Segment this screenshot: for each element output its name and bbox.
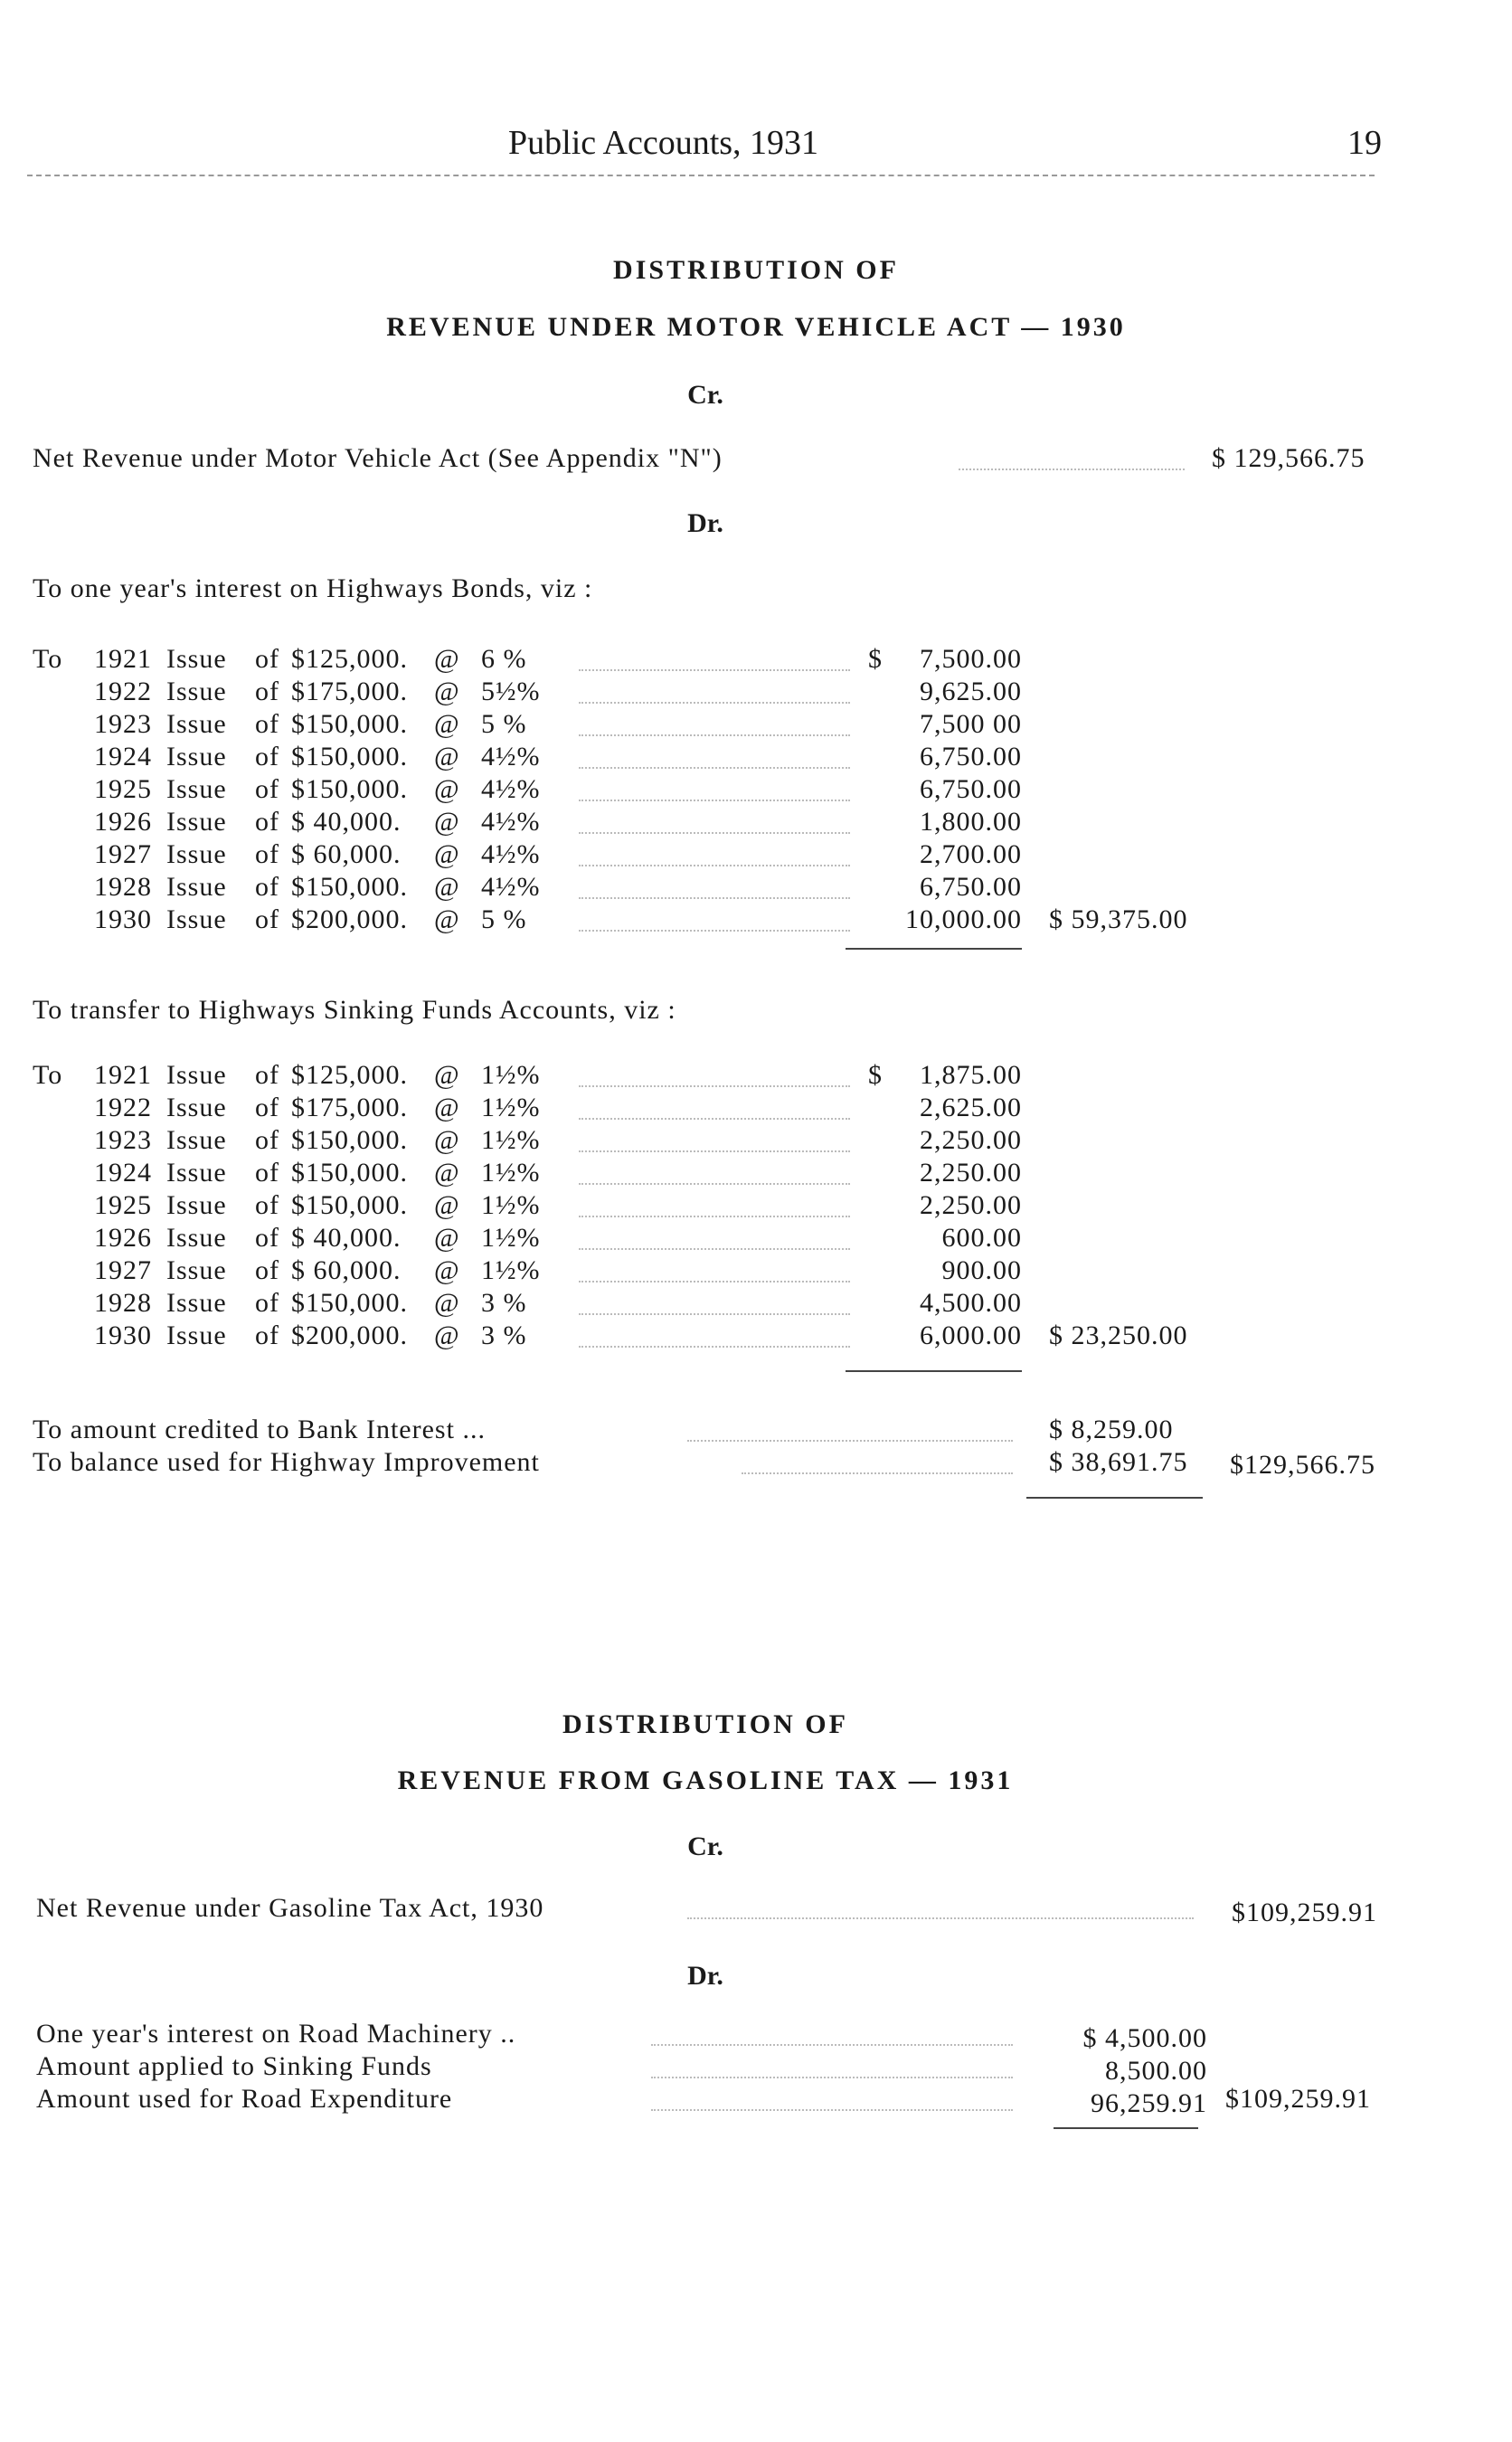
section1-cr-text: Net Revenue under Motor Vehicle Act (See Appendix "N") (33, 443, 723, 473)
bank-interest-amount: $ 8,259.00 (1049, 1415, 1174, 1444)
table-row-amount: $150,000. (291, 1158, 408, 1188)
balance-amount: $ 38,691.75 (1049, 1447, 1188, 1477)
leader-dots (579, 832, 850, 834)
table-row-of: of (255, 644, 279, 674)
section2-title-line2: REVENUE FROM GASOLINE TAX — 1931 (397, 1765, 1014, 1795)
table-row-rate: 6 % (481, 644, 527, 674)
table-row-issue: Issue (166, 839, 227, 869)
table-row-year: 1930 (94, 904, 152, 934)
section1-cr-amount: $ 129,566.75 (1212, 443, 1366, 473)
table-row-at: @ (434, 742, 460, 771)
table-row-rate: 5½% (481, 677, 541, 706)
table-row-issue: Issue (166, 904, 227, 934)
leader-dots (687, 1440, 1013, 1442)
section2-dr-label: Dr. (687, 1961, 723, 1991)
section2-title-line1: DISTRIBUTION OF (562, 1709, 848, 1739)
table-row-of: of (255, 1223, 279, 1253)
leader-dots (579, 1346, 850, 1348)
table-row-year: 1927 (94, 839, 152, 869)
table-row-amount: $200,000. (291, 904, 408, 934)
table-row-at: @ (434, 1288, 460, 1318)
section1-grand-total: $129,566.75 (1230, 1450, 1375, 1480)
table-row-rate: 4½% (481, 807, 541, 837)
leader-dots (742, 1472, 1013, 1474)
table-row-year: 1923 (94, 1125, 152, 1155)
balance-sum-rule (1026, 1497, 1203, 1499)
table-row-amount: $200,000. (291, 1320, 408, 1350)
sinking_rows-first-dollar: $ (868, 1060, 883, 1090)
table-row-year: 1922 (94, 677, 152, 706)
gasoline-row-label: One year's interest on Road Machinery .. (36, 2019, 516, 2049)
table-row-issue: Issue (166, 1288, 227, 1318)
table-row-at: @ (434, 1190, 460, 1220)
page-number: 19 (1347, 124, 1382, 162)
leader-dots (651, 2109, 1013, 2111)
table-row-of: of (255, 677, 279, 706)
table-row-at: @ (434, 1125, 460, 1155)
leader-dots (579, 1313, 850, 1315)
section1-title-line2: REVENUE UNDER MOTOR VEHICLE ACT — 1930 (386, 312, 1126, 342)
sinking-sum-rule (846, 1370, 1022, 1372)
table-row-value: 4,500.00 (920, 1288, 1022, 1318)
table-row-value: 2,625.00 (920, 1093, 1022, 1122)
header-rule (27, 175, 1375, 176)
table-row-value: 1,800.00 (920, 807, 1022, 837)
leader-dots (651, 2044, 1013, 2046)
table-row-value: 2,700.00 (920, 839, 1022, 869)
table-row-rate: 4½% (481, 839, 541, 869)
table-row-value: 6,750.00 (920, 774, 1022, 804)
table-row-at: @ (434, 904, 460, 934)
table-row-rate: 4½% (481, 872, 541, 902)
table-row-year: 1927 (94, 1255, 152, 1285)
table-row-rate: 1½% (481, 1223, 541, 1253)
table-row-year: 1921 (94, 1060, 152, 1090)
table-row-issue: Issue (166, 742, 227, 771)
section1-title-line1: DISTRIBUTION OF (613, 255, 899, 285)
table-row-value: 2,250.00 (920, 1125, 1022, 1155)
table-row-rate: 3 % (481, 1288, 527, 1318)
interest_rows-prefix: To (33, 644, 63, 674)
table-row-rate: 3 % (481, 1320, 527, 1350)
table-row-of: of (255, 839, 279, 869)
table-row-amount: $ 40,000. (291, 1223, 402, 1253)
table-row-of: of (255, 1093, 279, 1122)
table-row-issue: Issue (166, 872, 227, 902)
table-row-rate: 1½% (481, 1125, 541, 1155)
table-row-at: @ (434, 774, 460, 804)
interest-sum-rule (846, 948, 1022, 950)
table-row-rate: 4½% (481, 742, 541, 771)
table-row-at: @ (434, 677, 460, 706)
table-row-value: 2,250.00 (920, 1190, 1022, 1220)
page-header-title: Public Accounts, 1931 (508, 124, 819, 162)
table-row-issue: Issue (166, 677, 227, 706)
leader-dots (579, 800, 850, 801)
table-row-amount: $150,000. (291, 1288, 408, 1318)
leader-dots (579, 669, 850, 671)
table-row-at: @ (434, 807, 460, 837)
leader-dots (579, 930, 850, 932)
interest-total: $ 59,375.00 (1049, 904, 1188, 934)
table-row-at: @ (434, 1060, 460, 1090)
table-row-amount: $ 60,000. (291, 1255, 402, 1285)
leader-dots (579, 1085, 850, 1087)
table-row-value: 900.00 (941, 1255, 1022, 1285)
table-row-year: 1930 (94, 1320, 152, 1350)
leader-dots (579, 767, 850, 769)
section2-cr-amount: $109,259.91 (1232, 1898, 1377, 1927)
table-row-year: 1922 (94, 1093, 152, 1122)
table-row-of: of (255, 1060, 279, 1090)
table-row-year: 1925 (94, 1190, 152, 1220)
table-row-year: 1924 (94, 1158, 152, 1188)
table-row-amount: $ 60,000. (291, 839, 402, 869)
table-row-amount: $125,000. (291, 644, 408, 674)
table-row-amount: $150,000. (291, 1125, 408, 1155)
table-row-of: of (255, 807, 279, 837)
table-row-of: of (255, 1320, 279, 1350)
table-row-value: 6,750.00 (920, 742, 1022, 771)
gasoline-sum-rule (1054, 2127, 1198, 2129)
table-row-at: @ (434, 872, 460, 902)
table-row-issue: Issue (166, 1255, 227, 1285)
table-row-value: 1,875.00 (920, 1060, 1022, 1090)
table-row-issue: Issue (166, 1320, 227, 1350)
table-row-amount: $150,000. (291, 709, 408, 739)
table-row-amount: $150,000. (291, 742, 408, 771)
leader-dots (579, 702, 850, 704)
section2-cr-text: Net Revenue under Gasoline Tax Act, 1930 (36, 1893, 544, 1923)
table-row-of: of (255, 1255, 279, 1285)
leader-dots (579, 1216, 850, 1217)
table-row-of: of (255, 1125, 279, 1155)
table-row-at: @ (434, 839, 460, 869)
table-row-rate: 1½% (481, 1093, 541, 1122)
leader-dots (579, 1281, 850, 1283)
table-row-rate: 4½% (481, 774, 541, 804)
table-row-value: 9,625.00 (920, 677, 1022, 706)
table-row-amount: $125,000. (291, 1060, 408, 1090)
table-row-value: 6,750.00 (920, 872, 1022, 902)
table-row-year: 1923 (94, 709, 152, 739)
table-row-year: 1925 (94, 774, 152, 804)
table-row-of: of (255, 1288, 279, 1318)
table-row-amount: $150,000. (291, 774, 408, 804)
table-row-rate: 1½% (481, 1158, 541, 1188)
leader-dots (579, 1150, 850, 1152)
gasoline-row-amount: 96,259.91 (1091, 2088, 1207, 2118)
table-row-at: @ (434, 1320, 460, 1350)
leader-dots (579, 897, 850, 899)
table-row-at: @ (434, 644, 460, 674)
gasoline-row-amount: 8,500.00 (1105, 2056, 1207, 2086)
table-row-amount: $150,000. (291, 1190, 408, 1220)
leader-dots (579, 1183, 850, 1185)
table-row-rate: 1½% (481, 1060, 541, 1090)
table-row-at: @ (434, 1158, 460, 1188)
table-row-issue: Issue (166, 1060, 227, 1090)
leader-dots (687, 1917, 1194, 1919)
section2-total: $109,259.91 (1225, 2084, 1371, 2114)
table-row-at: @ (434, 1093, 460, 1122)
table-row-at: @ (434, 1255, 460, 1285)
leader-dots (579, 865, 850, 866)
table-row-year: 1926 (94, 807, 152, 837)
sinking-total: $ 23,250.00 (1049, 1320, 1188, 1350)
table-row-year: 1924 (94, 742, 152, 771)
leader-dots (651, 2077, 1013, 2078)
leader-dots (579, 734, 850, 736)
table-row-amount: $175,000. (291, 1093, 408, 1122)
table-row-at: @ (434, 709, 460, 739)
leader-dots (579, 1118, 850, 1120)
table-row-issue: Issue (166, 1158, 227, 1188)
table-row-value: 2,250.00 (920, 1158, 1022, 1188)
table-row-issue: Issue (166, 807, 227, 837)
interest_rows-first-dollar: $ (868, 644, 883, 674)
table-row-value: 6,000.00 (920, 1320, 1022, 1350)
table-row-of: of (255, 1158, 279, 1188)
table-row-value: 10,000.00 (905, 904, 1022, 934)
sinking-heading: To transfer to Highways Sinking Funds Accounts, viz : (33, 995, 676, 1025)
table-row-issue: Issue (166, 644, 227, 674)
table-row-value: 600.00 (941, 1223, 1022, 1253)
table-row-issue: Issue (166, 1190, 227, 1220)
balance-label: To balance used for Highway Improvement (33, 1447, 540, 1477)
table-row-rate: 5 % (481, 709, 527, 739)
interest-heading: To one year's interest on Highways Bonds, viz : (33, 573, 593, 603)
table-row-year: 1928 (94, 872, 152, 902)
table-row-issue: Issue (166, 774, 227, 804)
table-row-issue: Issue (166, 1093, 227, 1122)
gasoline-row-label: Amount used for Road Expenditure (36, 2084, 453, 2114)
table-row-year: 1928 (94, 1288, 152, 1318)
table-row-year: 1921 (94, 644, 152, 674)
table-row-issue: Issue (166, 709, 227, 739)
table-row-of: of (255, 904, 279, 934)
bank-interest-label: To amount credited to Bank Interest ... (33, 1415, 486, 1444)
table-row-rate: 1½% (481, 1255, 541, 1285)
table-row-of: of (255, 872, 279, 902)
section2-cr-label: Cr. (687, 1832, 723, 1861)
table-row-amount: $150,000. (291, 872, 408, 902)
table-row-issue: Issue (166, 1125, 227, 1155)
table-row-of: of (255, 1190, 279, 1220)
gasoline-row-label: Amount applied to Sinking Funds (36, 2051, 432, 2081)
table-row-value: 7,500.00 (920, 644, 1022, 674)
table-row-of: of (255, 709, 279, 739)
gasoline-row-amount: $ 4,500.00 (1082, 2023, 1207, 2053)
section1-cr-label: Cr. (687, 380, 723, 410)
sinking_rows-prefix: To (33, 1060, 63, 1090)
table-row-amount: $175,000. (291, 677, 408, 706)
table-row-issue: Issue (166, 1223, 227, 1253)
leader-dots (579, 1248, 850, 1250)
leader-dots (959, 469, 1185, 470)
table-row-year: 1926 (94, 1223, 152, 1253)
table-row-value: 7,500 00 (920, 709, 1022, 739)
table-row-amount: $ 40,000. (291, 807, 402, 837)
table-row-rate: 5 % (481, 904, 527, 934)
table-row-at: @ (434, 1223, 460, 1253)
table-row-rate: 1½% (481, 1190, 541, 1220)
table-row-of: of (255, 742, 279, 771)
table-row-of: of (255, 774, 279, 804)
section1-dr-label: Dr. (687, 508, 723, 538)
